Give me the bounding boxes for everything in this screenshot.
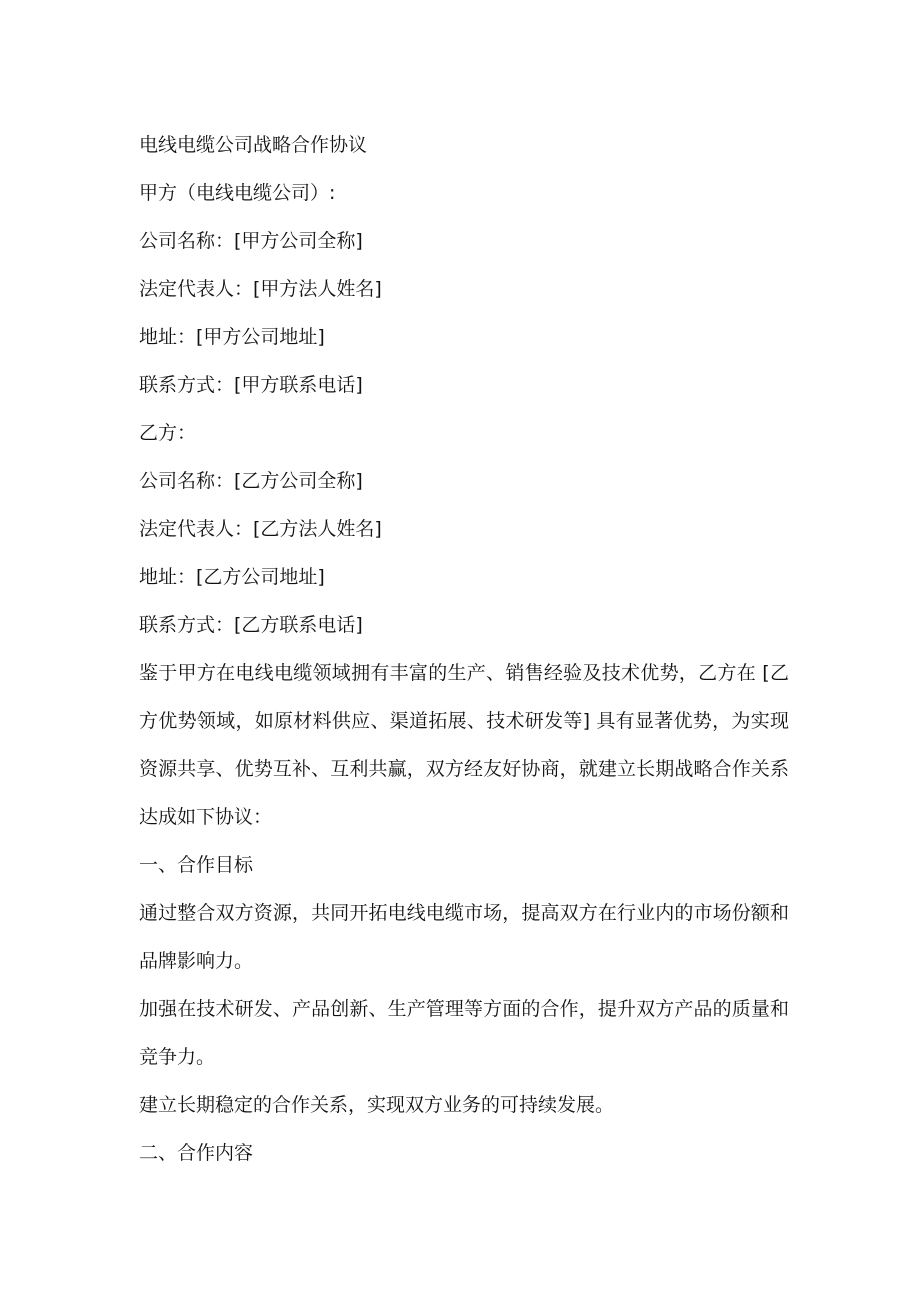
goal-item: 建立长期稳定的合作关系，实现双方业务的可持续发展。 xyxy=(139,1094,615,1116)
section-heading-goals: 一、合作目标 xyxy=(139,854,254,876)
section-heading-content: 二、合作内容 xyxy=(139,1142,254,1164)
party-a-address: 地址：[甲方公司地址] xyxy=(139,326,325,348)
party-b-legal-rep: 法定代表人：[乙方法人姓名] xyxy=(139,518,382,540)
party-b-contact: 联系方式：[乙方联系电话] xyxy=(139,614,363,636)
preamble-paragraph: 鉴于甲方在电线电缆领域拥有丰富的生产、销售经验及技术优势，乙方在 [乙方优势领域，如原材料供应、渠道拓展、技术研发等] 具有显著优势，为实现资源共享、优势互补、互利共赢，双方经友好协商，就建立长期战略合作关系达成如下协议： xyxy=(139,662,789,828)
document-title: 电线电缆公司战略合作协议 xyxy=(139,134,368,156)
party-a-heading: 甲方（电线电缆公司）: xyxy=(139,182,336,204)
document-body xyxy=(139,121,789,1177)
party-a-company-name: 公司名称：[甲方公司全称] xyxy=(139,230,363,252)
party-a-contact: 联系方式：[甲方联系电话] xyxy=(139,374,363,396)
goal-item: 通过整合双方资源，共同开拓电线电缆市场，提高双方在行业内的市场份额和品牌影响力。 xyxy=(139,902,789,972)
party-a-legal-rep: 法定代表人：[甲方法人姓名] xyxy=(139,278,382,300)
party-b-heading: 乙方： xyxy=(139,422,197,444)
party-b-company-name: 公司名称：[乙方公司全称] xyxy=(139,470,363,492)
goal-item: 加强在技术研发、产品创新、生产管理等方面的合作，提升双方产品的质量和竞争力。 xyxy=(139,998,789,1068)
party-b-address: 地址：[乙方公司地址] xyxy=(139,566,325,588)
